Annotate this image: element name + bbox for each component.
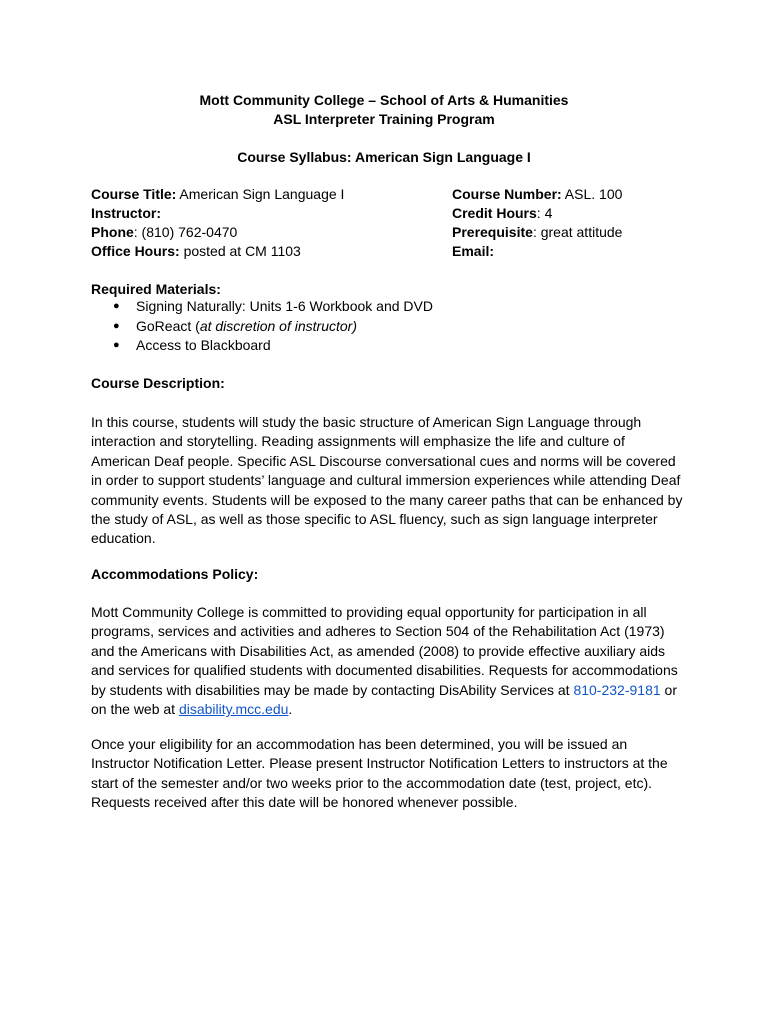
instructor-row bbox=[91, 204, 431, 223]
course-number-row bbox=[452, 185, 712, 204]
text-line: Instructor Notification Letter. Please present Instructor Notification Letters to instructors at the bbox=[91, 755, 668, 772]
credit-hours-value: : 4 bbox=[536, 205, 553, 221]
phone-label: Phone bbox=[91, 224, 134, 240]
email-row bbox=[452, 242, 712, 261]
course-title-label: Course Title: bbox=[91, 186, 177, 202]
contact-suffix: or bbox=[660, 681, 677, 698]
course-title-value: American Sign Language I bbox=[176, 186, 345, 202]
text-line: education. bbox=[91, 530, 156, 547]
list-item bbox=[91, 297, 433, 317]
text-line: interaction and storytelling. Reading assignments will emphasize the life and culture of bbox=[91, 433, 625, 450]
accommodations-heading: Accommodations Policy: bbox=[91, 566, 259, 582]
text-line: community events. Students will be exposed to the many career paths that can be enhanced by bbox=[91, 491, 683, 508]
office-hours-row bbox=[91, 242, 431, 261]
materials-list bbox=[91, 297, 433, 356]
text-line bbox=[91, 700, 691, 719]
prerequisite-value: : great attitude bbox=[532, 224, 623, 240]
office-hours-value: posted at CM 1103 bbox=[179, 243, 301, 259]
document-header bbox=[0, 91, 768, 129]
accommodations-paragraph-1 bbox=[91, 603, 691, 719]
bullet-icon: ● bbox=[113, 300, 120, 312]
disability-phone-link[interactable]: 810-232-9181 bbox=[573, 681, 661, 698]
disability-web-link[interactable]: disability.mcc.edu bbox=[178, 701, 289, 718]
accommodations-paragraph-2 bbox=[91, 735, 691, 813]
text-line: start of the semester and/or two weeks prior to the accommodation date (test, project, etc). bbox=[91, 774, 653, 791]
phone-value: : (810) 762-0470 bbox=[133, 224, 238, 240]
text-line: in order to support students’ language and cultural immersion experiences while attending Deaf bbox=[91, 472, 681, 489]
text-line: and services for qualified students with documented disabilities. Requests for accommodations bbox=[91, 662, 678, 679]
instructor-label: Instructor: bbox=[91, 205, 161, 221]
course-description-heading: Course Description: bbox=[91, 375, 225, 391]
text-line: programs, services and activities and adheres to Section 504 of the Rehabilitation Act (1973) bbox=[91, 623, 665, 640]
material-goreact-note: at discretion of instructor) bbox=[199, 317, 357, 334]
material-blackboard: Access to Blackboard bbox=[136, 337, 271, 353]
web-text: on the web at bbox=[91, 701, 179, 718]
material-goreact: GoReact ( bbox=[136, 317, 200, 334]
course-info-right bbox=[452, 185, 712, 261]
syllabus-title: Course Syllabus: American Sign Language I bbox=[237, 149, 531, 165]
text-line: Requests received after this date will be honored whenever possible. bbox=[91, 794, 518, 811]
prerequisite-row bbox=[452, 223, 712, 242]
text-line: In this course, students will study the basic structure of American Sign Language through bbox=[91, 414, 642, 430]
text-line: American Deaf people. Specific ASL Discourse conversational cues and norms will be covered bbox=[91, 452, 676, 469]
credit-hours-row bbox=[452, 204, 712, 223]
course-number-label: Course Number: bbox=[452, 186, 562, 202]
text-line: and the Americans with Disabilities Act, as amended (2008) to provide effective auxiliary aids bbox=[91, 642, 666, 659]
bullet-icon: ● bbox=[113, 339, 120, 351]
email-label: Email: bbox=[452, 243, 495, 259]
course-info-left bbox=[91, 185, 431, 261]
college-name: Mott Community College – School of Arts & Humanities bbox=[199, 92, 569, 108]
phone-row bbox=[91, 223, 431, 242]
list-item bbox=[91, 336, 433, 356]
contact-text: by students with disabilities may be made by contacting DisAbility Services at bbox=[91, 681, 574, 698]
prerequisite-label: Prerequisite bbox=[452, 224, 533, 240]
course-description-text bbox=[91, 413, 691, 549]
program-name: ASL Interpreter Training Program bbox=[273, 111, 495, 127]
text-line: Mott Community College is committed to providing equal opportunity for participation in all bbox=[91, 604, 647, 620]
course-number-value: ASL. 100 bbox=[561, 186, 623, 202]
credit-hours-label: Credit Hours bbox=[452, 205, 537, 221]
bullet-icon: ● bbox=[113, 319, 120, 332]
text-line: the study of ASL, as well as those specific to ASL fluency, such as sign language interpreter bbox=[91, 511, 658, 528]
office-hours-label: Office Hours: bbox=[91, 243, 180, 259]
text-line: Once your eligibility for an accommodation has been determined, you will be issued an bbox=[91, 736, 628, 752]
text-line bbox=[91, 681, 691, 700]
list-item bbox=[91, 317, 433, 337]
web-suffix: . bbox=[288, 701, 293, 718]
required-materials-heading: Required Materials: bbox=[91, 281, 221, 297]
course-title-row bbox=[91, 185, 431, 204]
material-workbook: Signing Naturally: Units 1-6 Workbook and DVD bbox=[136, 298, 433, 314]
